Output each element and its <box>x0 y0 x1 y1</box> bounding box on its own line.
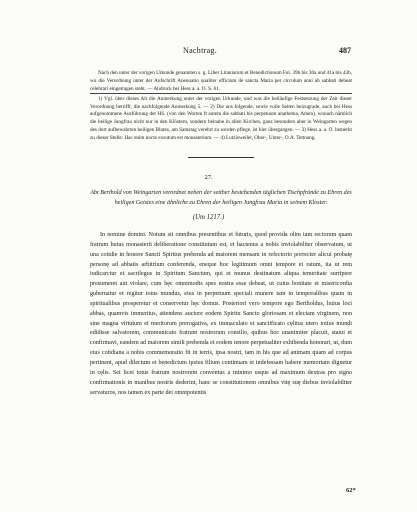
document-number: 27. <box>204 174 213 181</box>
signature-mark: 62* <box>346 487 356 494</box>
page-number: 487 <box>339 46 351 55</box>
footnote-divider <box>90 93 352 94</box>
document-date: (Um 1217.) <box>192 214 225 221</box>
section-separator <box>188 157 254 158</box>
footnotes-text: 1) Vgl. über dieses Alt die Anmerkung unter der vorigen Urkunde, und was die heiläufige Festsetzung der Zeit dieser Verordnung betrifft, die nachfolgende Anmerkung 5. — 2) Die uns folgende, sowie voile Seiten beizugrade, auch bei Hess aufgenommene Ausführung der HS. (von den Worten ft autem die sabbati bis perpetuum anathema, Amen), wonach nämlich die heilige Jungfrau nicht nur in den Klöstern, sondern beinahe in allen Kirchen, ganz besonders aber in Weingarten wegen des dort aufbewahrten heiligen Blutes, am Samstag verehrt zu werden pflege, ist hier übergangen. — 3) Hess a. a. O. bemerkt zu dieser Stelle: Hac enim nocte exsutum est monasterium. — 4) Lutzisweiler, Ober-, Unter-, O.A. Tettnang. <box>90 96 352 141</box>
regest <box>90 189 352 209</box>
regest-text: Abt Berthold von Weingarten verordnet neben der seither bestehenden täglichen Tischpfründe zu Ehren des heiligen Geistes eine ähnliche zu Ehren der heiligen Jungfrau Maria in seinem Kloster. <box>90 190 352 206</box>
page-header <box>90 46 351 58</box>
document-body-text: In nomine domini. Notum sit omnibus presentibus et futuris, quod provida olim tam rectorum quam fratrum huius monasterii deliberatione constitutum est, et hactenus a nobis inviolabiliter observatum, ut una cotidie in honore Sancti Spiritus prebenda ad maiorem mensam in refectorio porrecter alicui probatę personę ad abbatis arbitrium conferenda, eneque hoc legitimum omni tempore et ratum, ita ut rem iudicarctur et sacrilegus in Spiritum Sanctum, qui et munus destinatum aliqua temeritate surripere presumeret aut violare, cum hęc omnimodis spes nostra esse debeat, ut cuius bonitate et misericordia gubernatur et regitur totus mundus, eius in perpetuum speciali munere tam in temporalibus quam in spiritualibus prosperetur et conservetur hęc domus. Posteriori vero tempore ego Bertholdus, huius loci abbas, quamvis immeritus, attendens auctore eodem Spiritu Sancto gloriosam et electam virginem, non sine magna virtutum et meritorum prerogativa, ex immaculato et sanctificato cęlitus utero totius mundi edidisse salvatorem, communicato fratrum nostrorum consilio, quibus hoc unanimiter placuit, statui et confirmavi, eandem ad maiorem simili prebenda et eodem tenore perpetualiter exhibenda honorari, ut, dum eius cotidiana a nobis commemoratio fit in terris, ipsa nostri, tam in his que ad animam quam ad corpus pertinent, apud dilectum et benedictum ipsius filium continuam et indefessam habere memoriam dignetur in cęlis. Set licet totus fratrum nostrorum conventus a minimo usque ad maximum dextras pro signo confirmationis in manibus nostris dederint, hanc se constitutionem omnibus vitę suę diebus inviolabiliter servaturos, nos tamen ex parte dei omnipotentis <box>90 232 352 396</box>
source-note <box>90 69 352 94</box>
document-body <box>90 231 352 398</box>
footnotes <box>90 96 352 142</box>
running-title: Nachtrag. <box>183 46 218 55</box>
source-note-text: Nach den unter der vorigen Urkunde genannten s. g. Liber Litaniarum et Benedictionum Fol. 39b bis 30a und 41a bis 43b, wo die Verordnung unter der Aufschrift Anenoatio qualiter officium de sancta Maria per circulum anni ab sabbati debeat celebrari eingetragen steht. — Abdruck bei Hess a. a. O. S. 61. <box>90 70 352 93</box>
